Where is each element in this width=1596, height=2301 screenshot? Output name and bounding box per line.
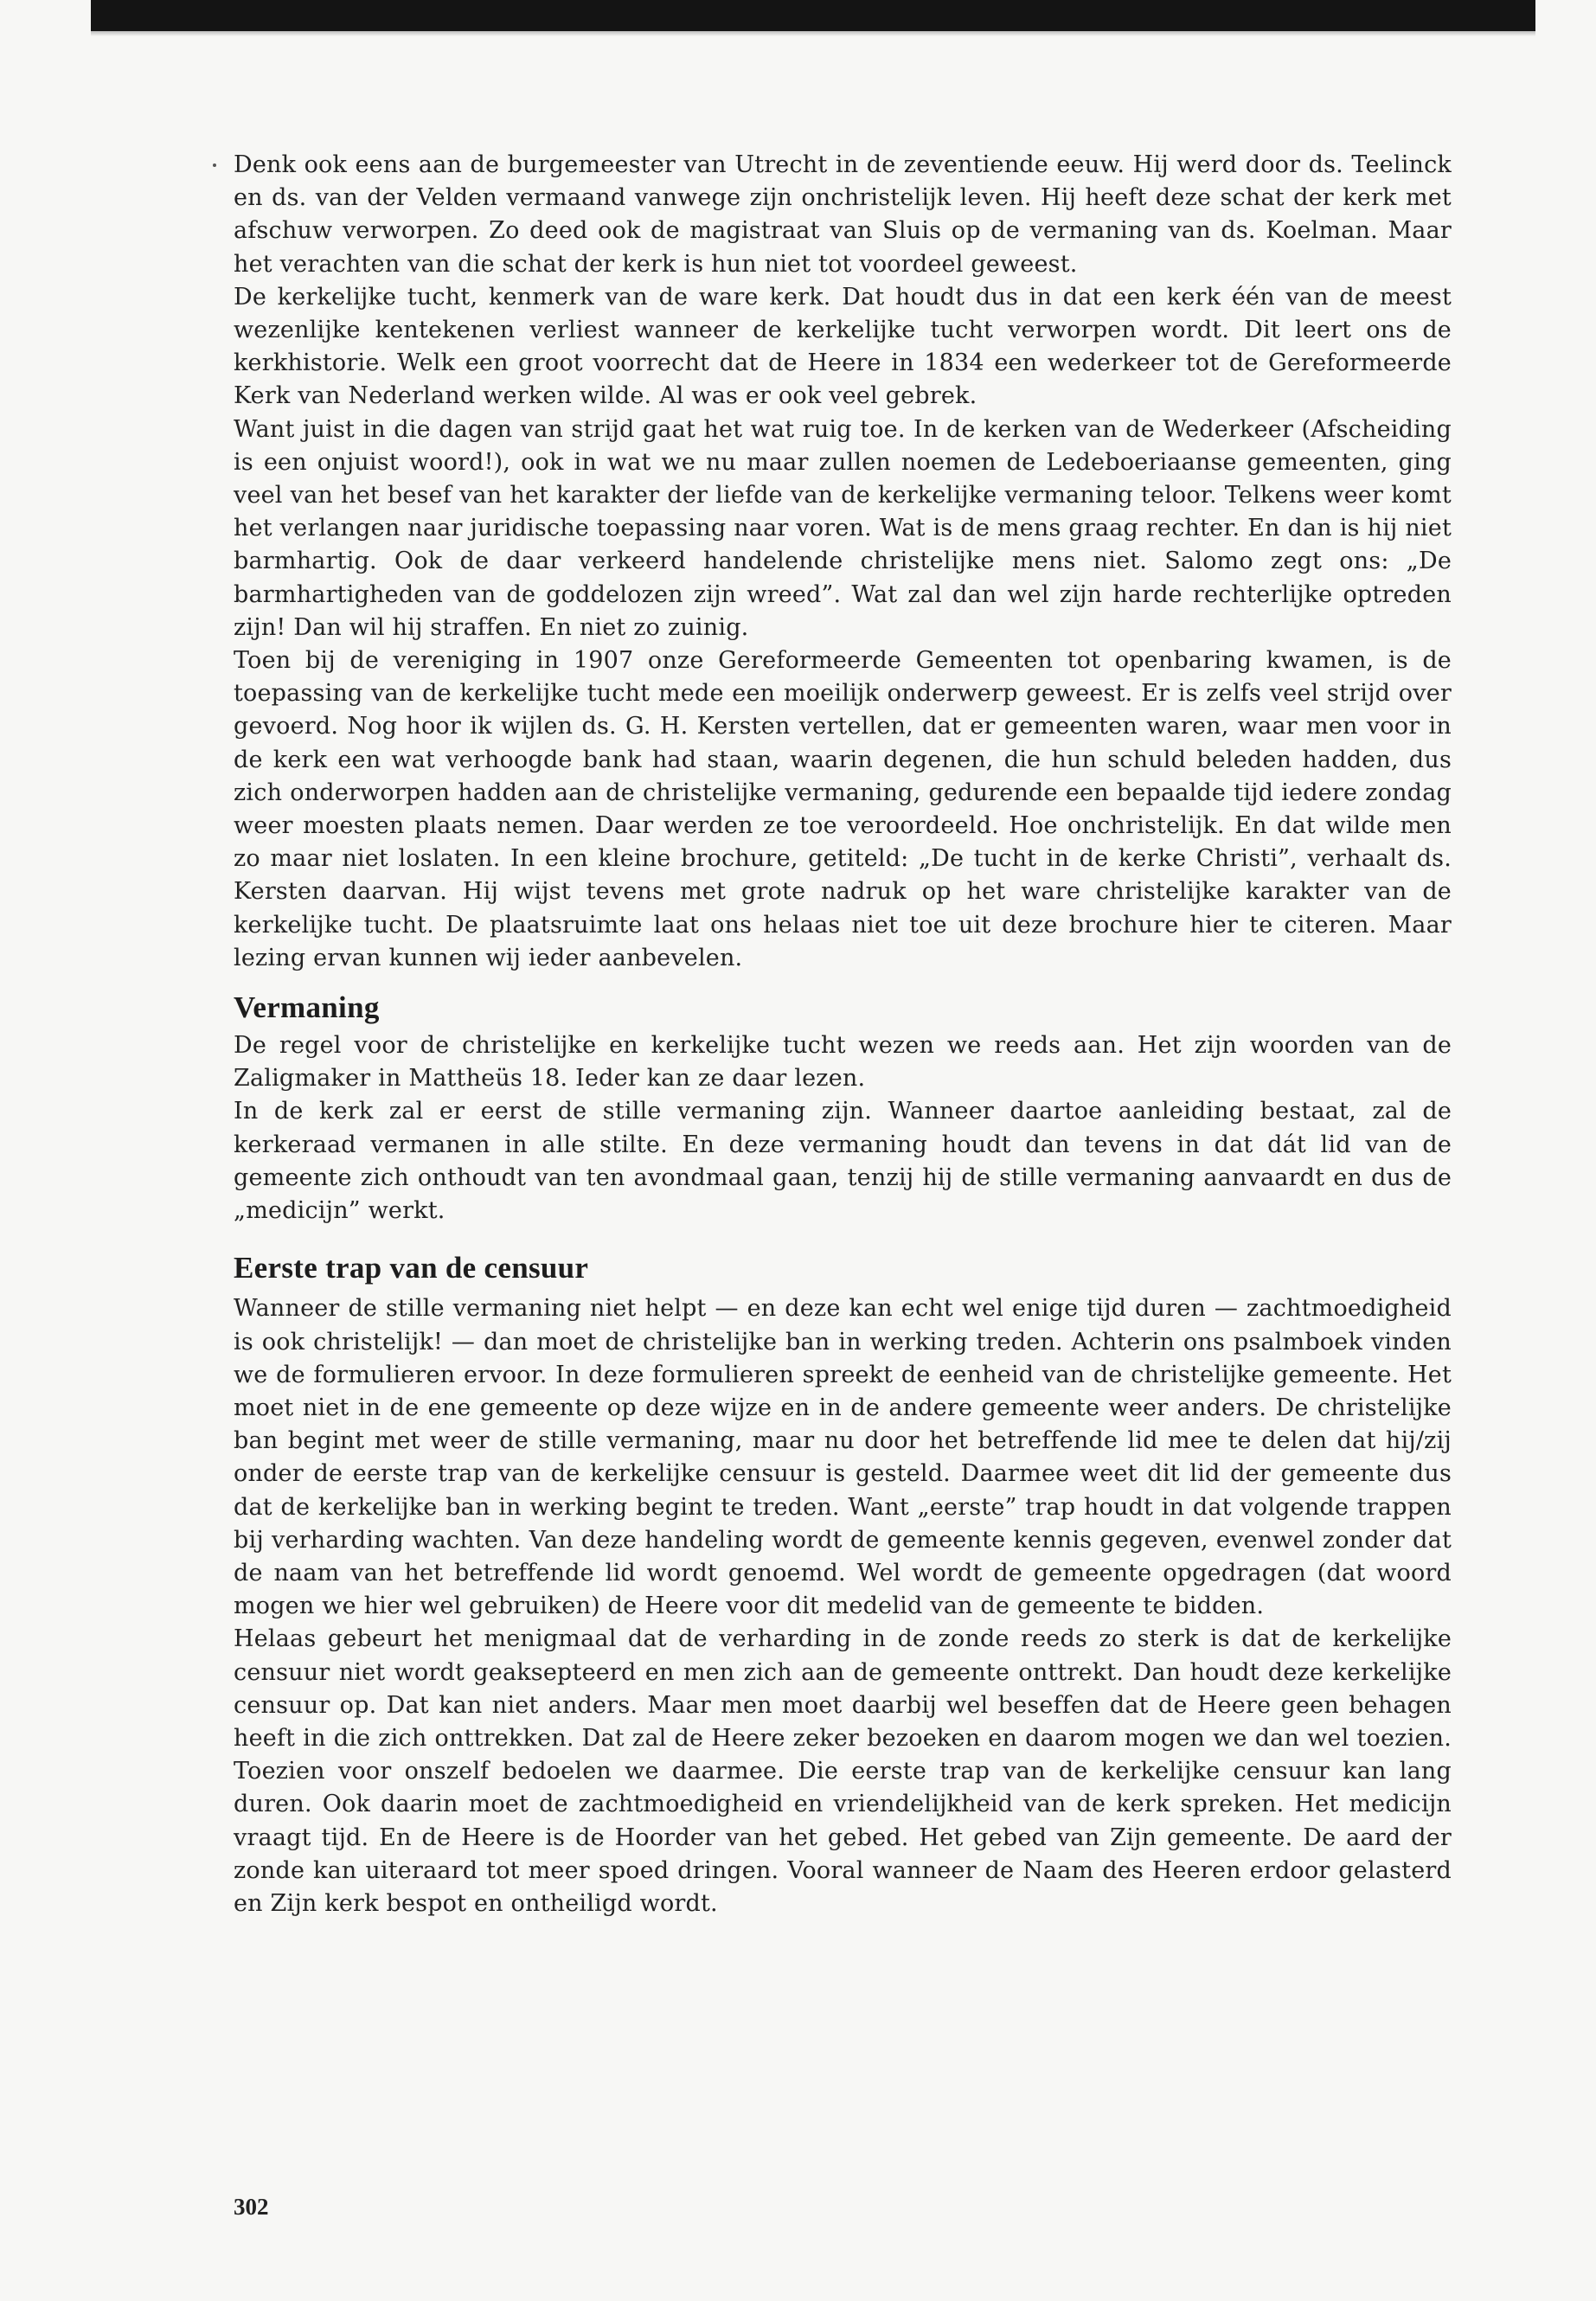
- paragraph: Denk ook eens aan de burgemeester van Utrecht in de zeventiende eeuw. Hij werd door ds. Teelinck en ds. van der Velden vermaand vanwege zijn onchristelijk leven. Hij heeft deze schat der kerk met afschuw verworpen. Zo deed ook de magistraat van Sluis op de vermaning van ds. Koelman. Maar het verachten van die schat der kerk is hun niet tot voordeel geweest.: [234, 151, 1452, 278]
- paragraph: Helaas gebeurt het menigmaal dat de verharding in de zonde reeds zo sterk is dat de kerkelijke censuur niet wordt geaksepteerd en men zich aan de gemeente onttrekt. Dan houdt deze kerkelijke censuur op. Dat kan niet anders. Maar men moet daarbij wel beseffen dat de Heere geen behagen heeft in die zich onttrekken. Dat zal de Heere zeker bezoeken en daarom mogen we dan wel toezien. Toezien voor onszelf bedoelen we daarmee. Die eerste trap van de kerkelijke censuur kan lang duren. Ook daarin moet de zachtmoedigheid en vriendelijkheid van de kerk spreken. Het medicijn vraagt tijd. En de Heere is de Hoorder van het gebed. Het gebed van Zijn gemeente. De aard der zonde kan uiteraard tot meer spoed dringen. Vooral wanneer de Naam des Heeren erdoor gelasterd en Zijn kerk bespot en ontheiligd wordt.: [234, 1625, 1452, 1917]
- top-border-rule: [91, 0, 1535, 31]
- paragraph: In de kerk zal er eerst de stille vermaning zijn. Wanneer daartoe aanleiding bestaat, zal de kerkeraad vermanen in alle stilte. En deze vermaning houdt dan tevens in dat dát lid van de gemeente zich onthoudt van ten avondmaal gaan, tenzij hij de stille vermaning aanvaardt en dus de „medicijn” werkt.: [234, 1098, 1452, 1225]
- section-heading-vermaning: Vermaning: [234, 990, 380, 1025]
- paragraph: Wanneer de stille vermaning niet helpt — en deze kan echt wel enige tijd duren — zachtmoedigheid is ook christelijk! — dan moet de christelijke ban in werking treden. Achterin ons psalmboek vinden we de formulieren ervoor. In deze formulieren spreekt de eenheid van de christelijke gemeente. Het moet niet in de ene gemeente op deze wijze en in de andere gemeente weer anders. De christelijke ban begint met weer de stille vermaning, maar nu door het betreffende lid mee te delen dat hij/zij onder de eerste trap van de kerkelijke censuur is gesteld. Daarmee weet dit lid der gemeente dus dat de kerkelijke ban in werking begint te treden. Want „eerste” trap houdt in dat volgende trappen bij verharding wachten. Van deze handeling wordt de gemeente kennis gegeven, evenwel zonder dat de naam van het betreffende lid wordt genoemd. Wel wordt de gemeente opgedragen (dat woord mogen we hier wel gebruiken) de Heere voor dit medelid van de gemeente te bidden.: [234, 1295, 1452, 1620]
- section-heading-eerste-trap: Eerste trap van de censuur: [234, 1251, 589, 1285]
- top-border-shadow: [91, 31, 1535, 36]
- body-text-column: [234, 149, 1452, 1920]
- margin-dot-mark: [213, 163, 216, 167]
- page-number: 302: [234, 2194, 269, 2220]
- paragraph: Want juist in die dagen van strijd gaat het wat ruig toe. In de kerken van de Wederkeer (Afscheiding is een onjuist woord!), ook in wat we nu maar zullen noemen de Ledeboeriaanse gemeenten, ging veel van het besef van het karakter der liefde van de kerkelijke vermaning teloor. Telkens weer komt het verlangen naar juridische toepassing naar voren. Wat is de mens graag rechter. En dan is hij niet barmhartig. Ook de daar verkeerd handelende christelijke mens niet. Salomo zegt ons: „De barmhartigheden van de goddelozen zijn wreed”. Wat zal dan wel zijn harde rechterlijke optreden zijn! Dan wil hij straffen. En niet zo zuinig.: [234, 415, 1452, 641]
- paragraph: De regel voor de christelijke en kerkelijke tucht wezen we reeds aan. Het zijn woorden van de Zaligmaker in Mattheüs 18. Ieder kan ze daar lezen.: [234, 1032, 1452, 1093]
- paragraph: De kerkelijke tucht, kenmerk van de ware kerk. Dat houdt dus in dat een kerk één van de meest wezenlijke kentekenen verliest wanneer de kerkelijke tucht verworpen wordt. Dit leert ons de kerkhistorie. Welk een groot voorrecht dat de Heere in 1834 een wederkeer tot de Gereformeerde Kerk van Nederland werken wilde. Al was er ook veel gebrek.: [234, 283, 1452, 410]
- paragraph: Toen bij de vereniging in 1907 onze Gereformeerde Gemeenten tot openbaring kwamen, is de toepassing van de kerkelijke tucht mede een moeilijk onderwerp geweest. Er is zelfs veel strijd over gevoerd. Nog hoor ik wijlen ds. G. H. Kersten vertellen, dat er gemeenten waren, waar men voor in de kerk een wat verhoogde bank had staan, waarin degenen, die hun schuld beleden hadden, dus zich onderworpen hadden aan de christelijke vermaning, gedurende een bepaalde tijd iedere zondag weer moesten plaats nemen. Daar werden ze toe veroordeeld. Hoe onchristelijk. En dat wilde men zo maar niet loslaten. In een kleine brochure, getiteld: „De tucht in de kerke Christi”, verhaalt ds. Kersten daarvan. Hij wijst tevens met grote nadruk op het ware christelijke karakter van de kerkelijke tucht. De plaatsruimte laat ons helaas niet toe uit deze brochure hier te citeren. Maar lezing ervan kunnen wij ieder aanbevelen.: [234, 647, 1452, 971]
